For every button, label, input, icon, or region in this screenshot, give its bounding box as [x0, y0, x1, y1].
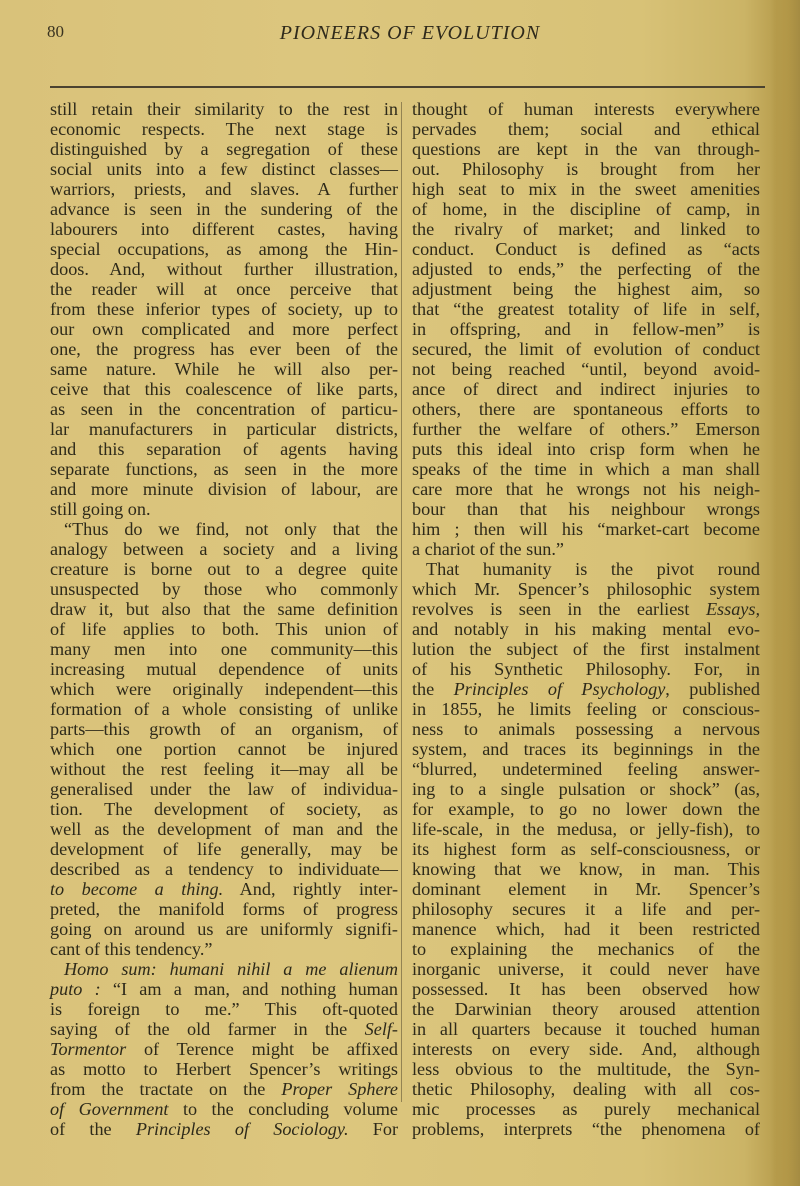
- text-line: questions are kept in the van through-: [412, 139, 760, 159]
- header-rule: [50, 86, 765, 88]
- text-line: “blurred, undetermined feeling answer-: [412, 759, 760, 779]
- text-line: distinguished by a segregation of these: [50, 139, 398, 159]
- text-line: and this separation of agents having: [50, 439, 398, 459]
- text-line: generalised under the law of individua-: [50, 779, 398, 799]
- text-line: of his Synthetic Philosophy. For, in: [412, 659, 760, 679]
- text-line: separate functions, as seen in the more: [50, 459, 398, 479]
- text-line: and more minute division of labour, are: [50, 479, 398, 499]
- paragraph-start: [50, 959, 398, 979]
- text-line: ness to animals possessing a nervous: [412, 719, 760, 739]
- text-line: secured, the limit of evolution of conduct: [412, 339, 760, 359]
- italic-phrase: to become a thing.: [50, 879, 224, 899]
- text-line: interests on every side. And, although: [412, 1039, 760, 1059]
- text-line: knowing that we know, in man. This: [412, 859, 760, 879]
- text-line: many men into one community—this: [50, 639, 398, 659]
- text-line: draw it, but also that the same definition: [50, 599, 398, 619]
- text-line: adjustment being the highest aim, so: [412, 279, 760, 299]
- text-line: thetic Philosophy, dealing with all cos-: [412, 1079, 760, 1099]
- text-line: still retain their similarity to the rest in: [50, 99, 398, 119]
- text-line: care more that he wrongs not his neigh-: [412, 479, 760, 499]
- latin-quote: Homo sum: humani nihil a me alienum: [64, 959, 398, 979]
- text-line: thought of human interests everywhere: [412, 99, 760, 119]
- text-line: unsuspected by those who commonly: [50, 579, 398, 599]
- text-line: ing to a single pulsation or shock” (as,: [412, 779, 760, 799]
- text-line: of home, in the discipline of camp, in: [412, 199, 760, 219]
- text-line: well as the development of man and the: [50, 819, 398, 839]
- text-line: advance is seen in the sundering of the: [50, 199, 398, 219]
- column-divider: [401, 102, 402, 1102]
- text-line: problems, interprets “the phenomena of: [412, 1119, 760, 1139]
- paragraph-start: That humanity is the pivot round: [426, 559, 760, 579]
- text-line: a chariot of the sun.”: [412, 539, 565, 559]
- text-line: which were originally independent—this: [50, 679, 398, 699]
- text-line: in all quarters because it touched human: [412, 1019, 760, 1039]
- text-line: one, the progress has ever been of the: [50, 339, 398, 359]
- text-line: preted, the manifold forms of progress: [50, 899, 398, 919]
- text-line: for example, to go no lower down the: [412, 799, 760, 819]
- text-line: same nature. While he will also per-: [50, 359, 398, 379]
- text-line: to become a thing. And, rightly inter-: [50, 879, 399, 899]
- text-line: less obvious to the multitude, the Syn-: [412, 1059, 760, 1079]
- text-line: not being reached “until, beyond avoid-: [412, 359, 760, 379]
- text-line: inorganic universe, it could never have: [412, 959, 760, 979]
- running-title: PIONEERS OF EVOLUTION: [279, 22, 541, 44]
- text-line: as motto to Herbert Spencer’s writings: [50, 1059, 398, 1079]
- paragraph-start: “Thus do we find, not only that the: [64, 519, 398, 539]
- text-line: ance of direct and indirect injuries to: [412, 379, 760, 399]
- text-line: the Principles of Psychology, published: [412, 679, 760, 699]
- text-line: saying of the old farmer in the Self-: [50, 1019, 398, 1039]
- text-line: out. Philosophy is brought from her: [412, 159, 760, 179]
- text-line: mic processes as purely mechanical: [412, 1099, 760, 1119]
- book-title: of Government: [50, 1099, 169, 1119]
- text-line: economic respects. The next stage is: [50, 119, 398, 139]
- text-line: social units into a few distinct classes—: [50, 159, 398, 179]
- text-line: warriors, priests, and slaves. A further: [50, 179, 398, 199]
- book-title: Principles of Sociology.: [135, 1119, 349, 1139]
- text-line: our own complicated and more perfect: [50, 319, 398, 339]
- left-column: [50, 99, 398, 1139]
- text-line: life-scale, in the medusa, or jelly-fish), to: [412, 819, 760, 839]
- text-line: its highest form as self-consciousness, or: [412, 839, 760, 859]
- text-line: lar manufacturers in particular districts,: [50, 419, 398, 439]
- text-line: of the Principles of Sociology. For: [50, 1119, 399, 1139]
- text-line: in offspring, and in fellow-men” is: [412, 319, 760, 339]
- text-line: bour than that his neighbour wrongs: [412, 499, 760, 519]
- book-title: Principles of Psychology: [453, 679, 666, 699]
- text-line: further the welfare of others.” Emerson: [412, 419, 760, 439]
- text-line: in 1855, he limits feeling or conscious-: [412, 699, 760, 719]
- text-line: others, there are spontaneous efforts to: [412, 399, 760, 419]
- text-line: from the tractate on the Proper Sphere: [50, 1079, 398, 1099]
- text-line: the Darwinian theory aroused attention: [412, 999, 760, 1019]
- book-title: Tormentor: [50, 1039, 127, 1059]
- text-line: him ; then will his “market-cart become: [412, 519, 760, 539]
- text-line: dominant element in Mr. Spencer’s: [412, 879, 760, 899]
- text-line: philosophy secures it a life and per-: [412, 899, 760, 919]
- text-line: from these inferior types of society, up to: [50, 299, 398, 319]
- text-line: possessed. It has been observed how: [412, 979, 760, 999]
- text-line: doos. And, without further illustration,: [50, 259, 398, 279]
- text-line: puto : “I am a man, and nothing human: [50, 979, 398, 999]
- book-title: Essays,: [705, 599, 760, 619]
- text-line: Tormentor of Terence might be affixed: [50, 1039, 398, 1059]
- text-line: the rivalry of market; and linked to: [412, 219, 760, 239]
- book-title: Self-: [364, 1019, 398, 1039]
- text-line: speaks of the time in which a man shall: [412, 459, 760, 479]
- text-line: and notably in his making mental evo-: [412, 619, 760, 639]
- page-edge-shadow: [770, 0, 800, 1186]
- text-line: of life applies to both. This union of: [50, 619, 398, 639]
- text-line: to explaining the mechanics of the: [412, 939, 760, 959]
- text-line: conduct. Conduct is defined as “acts: [412, 239, 760, 259]
- text-line: revolves is seen in the earliest Essays,: [412, 599, 760, 619]
- latin-quote-end: puto :: [50, 979, 101, 999]
- text-line: creature is borne out to a degree quite: [50, 559, 398, 579]
- right-column: [412, 99, 760, 1139]
- text-line: formation of a whole consisting of unlike: [50, 699, 398, 719]
- text-line: cant of this tendency.”: [50, 939, 213, 959]
- text-line: pervades them; social and ethical: [412, 119, 760, 139]
- text-line: puts this ideal into crisp form when he: [412, 439, 760, 459]
- text-line: labourers into different castes, having: [50, 219, 398, 239]
- text-line: manence which, had it been restricted: [412, 919, 760, 939]
- text-line: going on around us are uniformly signifi-: [50, 919, 398, 939]
- text-line: the reader will at once perceive that: [50, 279, 398, 299]
- text-line: high seat to mix in the sweet amenities: [412, 179, 760, 199]
- text-line: described as a tendency to individuate—: [50, 859, 398, 879]
- text-line: special occupations, as among the Hin-: [50, 239, 398, 259]
- page-number: 80: [47, 22, 64, 41]
- book-title: Proper Sphere: [281, 1079, 398, 1099]
- text-line: lution the subject of the first instalment: [412, 639, 760, 659]
- text-line: without the rest feeling it—may all be: [50, 759, 398, 779]
- text-line: analogy between a society and a living: [50, 539, 398, 559]
- text-line: is foreign to me.” This oft-quoted: [50, 999, 398, 1019]
- text-line: ceive that this coalescence of like parts,: [50, 379, 398, 399]
- text-line: still going on.: [50, 499, 151, 519]
- text-line: parts—this growth of an organism, of: [50, 719, 398, 739]
- text-line: which Mr. Spencer’s philosophic system: [412, 579, 760, 599]
- text-line: increasing mutual dependence of units: [50, 659, 398, 679]
- text-line: that “the greatest totality of life in self,: [412, 299, 760, 319]
- text-line: tion. The development of society, as: [50, 799, 398, 819]
- text-line: as seen in the concentration of particu-: [50, 399, 398, 419]
- text-line: system, and traces its beginnings in the: [412, 739, 760, 759]
- text-line: development of life generally, may be: [50, 839, 398, 859]
- text-line: of Government to the concluding volume: [50, 1099, 399, 1119]
- text-line: which one portion cannot be injured: [50, 739, 398, 759]
- text-line: adjusted to ends,” the perfecting of the: [412, 259, 760, 279]
